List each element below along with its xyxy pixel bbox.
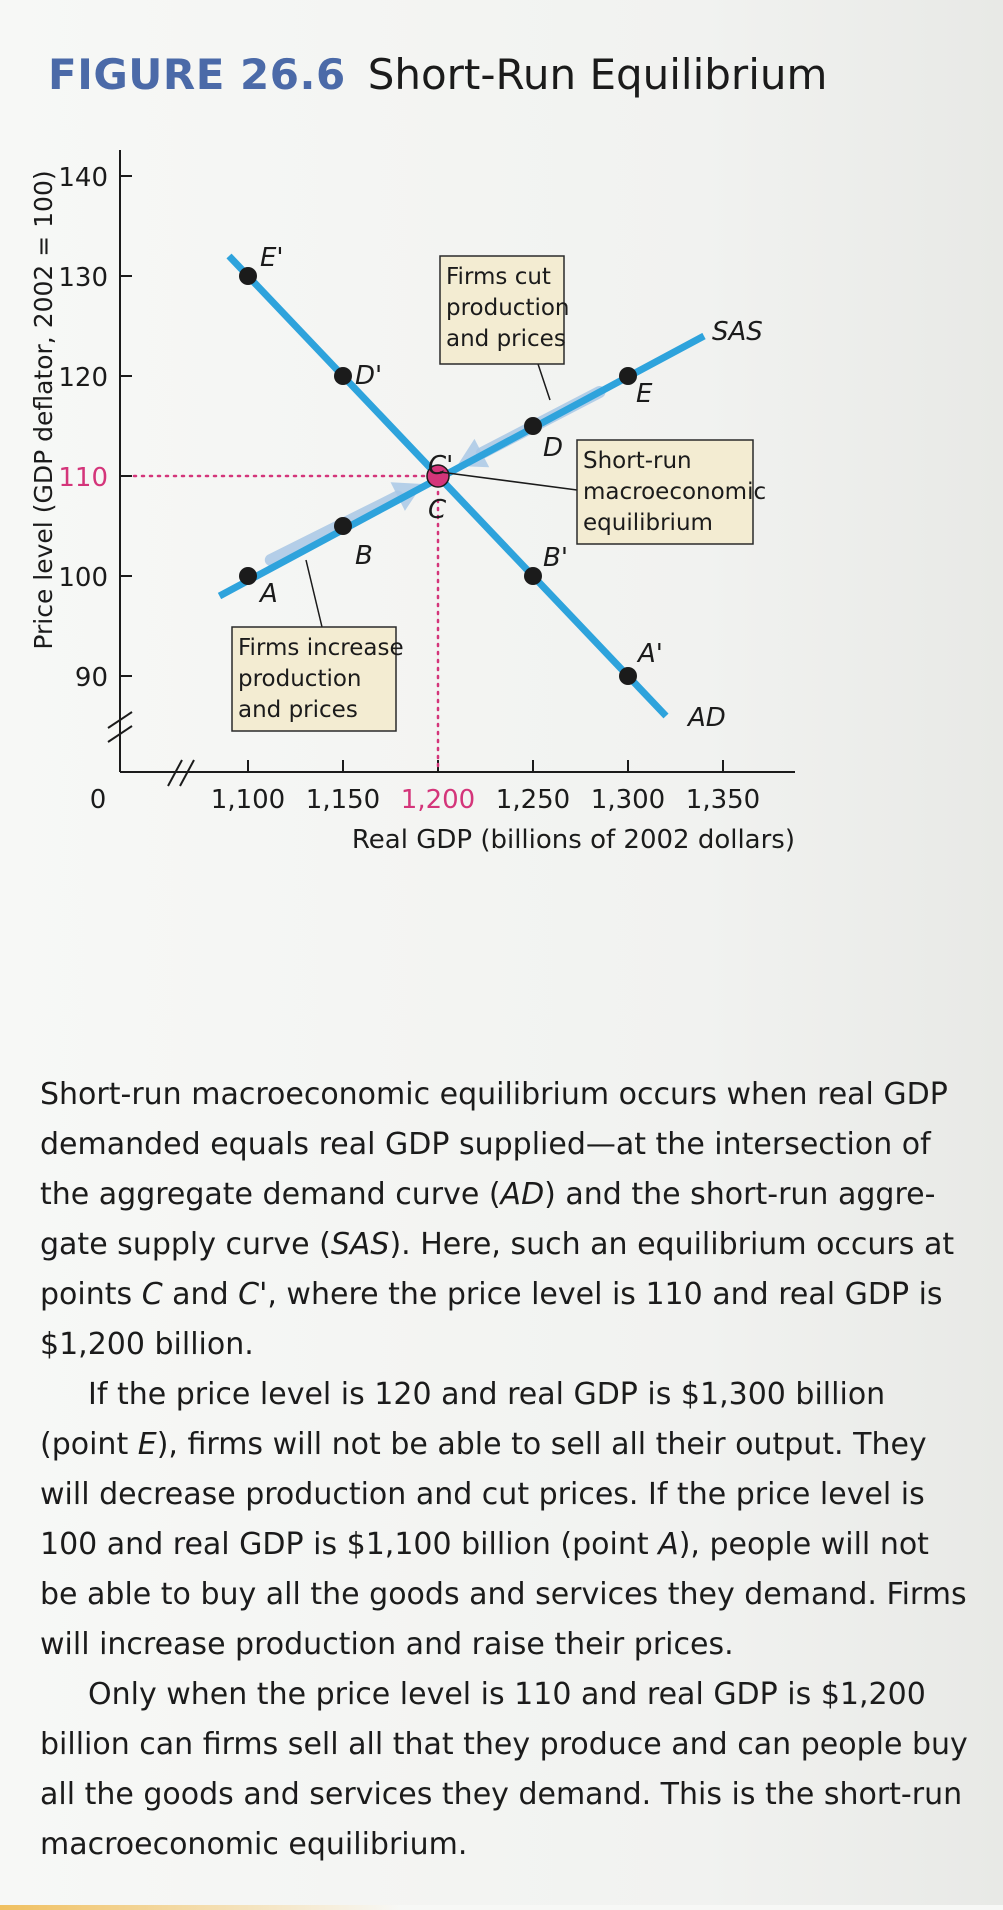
x-axis-title: Real GDP (billions of 2002 dollars) — [351, 825, 795, 855]
annotation-text: macroeconomic — [583, 479, 767, 505]
x-tick-label: 1,250 — [495, 785, 571, 815]
data-point-b-prime — [524, 567, 542, 585]
y-tick-label: 110 — [58, 463, 108, 493]
data-point-e-prime — [239, 267, 257, 285]
caption-line: the short-run macroeconomic equilibrium. — [40, 1777, 963, 1862]
page-edge-strip — [0, 1905, 1003, 1910]
caption-line: Firms will increase production and raise their prices. — [40, 1577, 967, 1662]
caption-line: gate supply curve (SAS). Here, such an equilibrium occurs — [40, 1227, 915, 1262]
x-tick-label: 1,200 — [400, 785, 476, 815]
caption-line: Only when the price level is 110 and real GDP is — [88, 1677, 812, 1712]
caption-line: demanded equals real GDP supplied—at the intersection of — [40, 1127, 931, 1162]
caption-line: If the price level is 120 and real GDP is $1,300 billion — [88, 1377, 886, 1412]
annotation-text: Short-run — [583, 448, 692, 474]
data-point-d — [524, 417, 542, 435]
y-tick-label: 140 — [58, 163, 108, 193]
figure-name: Short-Run Equilibrium — [367, 50, 828, 99]
point-label: A' — [638, 639, 663, 669]
caption-line: the aggregate demand curve (AD) and the short-run aggre- — [40, 1177, 936, 1212]
y-tick-label: 100 — [58, 563, 108, 593]
caption-paragraph-1 — [40, 1070, 970, 1370]
point-label: C — [428, 495, 447, 525]
point-label: D' — [355, 361, 383, 391]
curve-label-ad: AD — [688, 703, 726, 733]
caption-line: will decrease production and cut prices. If the price level is — [40, 1477, 925, 1512]
data-point-e — [619, 367, 637, 385]
y-tick-label: 130 — [58, 263, 108, 293]
caption-paragraph-2 — [40, 1370, 970, 1670]
figure-caption — [40, 1070, 970, 1870]
caption-line: 100 and real GDP is $1,100 billion (point A), people will — [40, 1527, 871, 1562]
caption-line: not be able to buy all the goods and services they demand. — [40, 1527, 929, 1612]
y-tick-label: 90 — [74, 663, 108, 693]
annotation-text: production — [446, 295, 570, 321]
x-tick-label: 1,350 — [685, 785, 761, 815]
annotation-pointer — [440, 472, 577, 490]
x-tick-label: 1,150 — [305, 785, 381, 815]
annotation-pointer — [306, 560, 322, 627]
annotation-text: and prices — [238, 697, 358, 723]
data-point-a — [239, 567, 257, 585]
point-label: E — [636, 379, 653, 409]
x-tick-label: 1,100 — [210, 785, 286, 815]
point-label: B' — [543, 543, 568, 573]
caption-paragraph-3 — [40, 1670, 970, 1870]
caption-line: $1,200 billion can firms sell all that they produce and can — [40, 1677, 926, 1762]
caption-line: (point E), firms will not be able to sell all their output. They — [40, 1427, 927, 1462]
data-point-d-prime — [334, 367, 352, 385]
x-tick-label: 1,300 — [590, 785, 666, 815]
annotation-text: equilibrium — [583, 510, 713, 536]
origin-label: 0 — [89, 785, 107, 815]
point-label: C' — [428, 451, 454, 481]
data-point-a-prime — [619, 667, 637, 685]
data-point-b — [334, 517, 352, 535]
annotation-text: Firms cut — [446, 264, 551, 290]
point-label: A — [260, 579, 278, 609]
point-label: D — [543, 433, 564, 463]
annotation-text: production — [238, 666, 362, 692]
caption-line: Short-run macroeconomic equilibrium occurs when real GDP — [40, 1077, 948, 1112]
caption-line: GDP is $1,200 billion. — [40, 1277, 943, 1362]
curve-label-sas: SAS — [712, 317, 763, 347]
y-axis-title: Price level (GDP deflator, 2002 = 100) — [29, 170, 58, 650]
annotation-text: Firms increase — [238, 635, 404, 661]
caption-line: at points C and C', where the price level is 110 and real — [40, 1227, 955, 1312]
annotation-pointer — [538, 364, 550, 400]
point-label: E' — [260, 243, 284, 273]
caption-line: people buy all the goods and services they demand. This is — [40, 1727, 968, 1812]
point-label: B — [355, 541, 373, 571]
figure-number: FIGURE 26.6 — [48, 50, 346, 99]
annotation-text: and prices — [446, 326, 566, 352]
increase-arrow-shaft — [271, 497, 398, 560]
y-tick-label: 120 — [58, 363, 108, 393]
